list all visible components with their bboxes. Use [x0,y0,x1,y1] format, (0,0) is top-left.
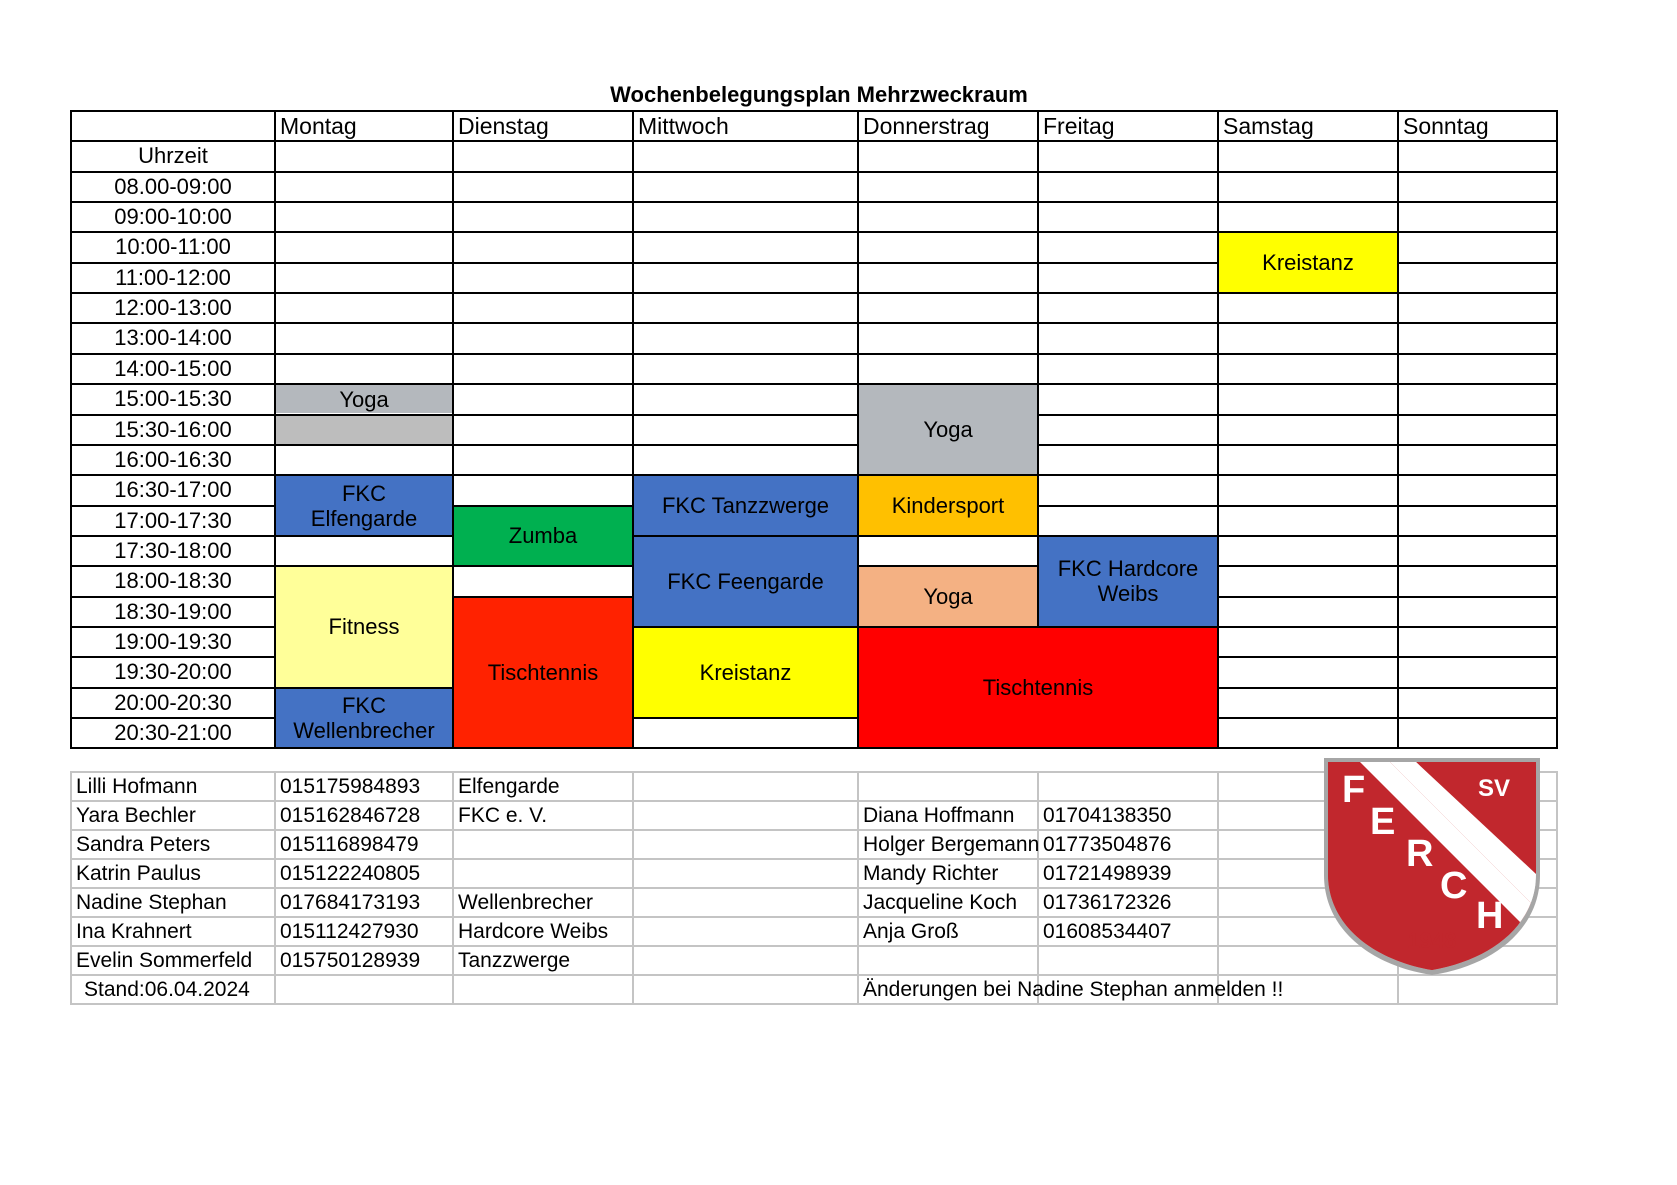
event-block: Zumba [454,507,632,566]
grid-row-line [71,292,1557,294]
time-slot-label: 18:00-18:30 [114,568,232,594]
logo-letter: E [1370,801,1396,843]
event-block: Kindersport [859,476,1037,535]
time-slot-label: 17:30-18:00 [114,537,232,563]
day-header: Samstag [1223,113,1314,139]
logo-year: 1948 [1407,928,1457,953]
contact-name: Yara Bechler [76,804,196,827]
event-block [276,416,452,444]
contact-name: Evelin Sommerfeld [76,949,253,972]
grid-col-line [1217,110,1219,749]
event-block: FKC Hardcore Weibs [1039,537,1217,626]
time-slot-label: 17:00-17:30 [114,507,232,533]
grid-row-line [71,444,1557,446]
logo-letter: R [1406,833,1434,875]
day-header: Mittwoch [638,113,729,139]
contact-name: Mandy Richter [863,862,999,885]
contact-phone: 01721498939 [1043,862,1172,885]
time-slot-label: 08.00-09:00 [114,173,232,199]
grid-row-line [71,110,1557,112]
contact-phone [1038,946,1218,975]
contact-group: Hardcore Weibs [458,920,609,943]
contact-name: Katrin Paulus [76,862,201,885]
event-block: FKC Tanzzwerge [634,476,857,535]
time-slot-label: 09:00-10:00 [114,204,232,230]
contact-name: Lilli Hofmann [76,775,198,798]
contact-extra [633,888,858,917]
contact-name [858,946,1038,975]
grid-col-line [1397,110,1399,749]
page-title: Wochenbelegungsplan Mehrzweckraum [610,82,1028,107]
contact-name: Jacqueline Koch [863,891,1018,914]
logo-letter: H [1476,895,1504,937]
grid-row-line [71,171,1557,173]
time-slot-label: 19:30-20:00 [114,659,232,685]
day-header: Sonntag [1403,113,1489,139]
contact-group [453,830,633,859]
time-slot-label: 10:00-11:00 [115,234,231,260]
event-block: Kreistanz [634,628,857,717]
contact-phone: 01736172326 [1043,891,1172,914]
contact-name: Nadine Stephan [76,891,227,914]
time-slot-label: 12:00-13:00 [114,295,232,321]
stand-date: Stand:06.04.2024 [84,978,250,1001]
contact-phone: 015162846728 [280,804,421,827]
time-slot-label: 15:00-15:30 [114,386,232,412]
club-logo [1320,754,1544,976]
time-slot-label: 18:30-19:00 [114,598,232,624]
contact-name: Diana Hoffmann [863,804,1015,827]
event-block: Kreistanz [1219,233,1397,292]
contact-extra [633,946,858,975]
time-column-header: Uhrzeit [138,143,208,169]
contact-extra [633,830,858,859]
contact-extra [633,917,858,946]
schedule-table [71,111,1557,746]
contact-name: Anja Groß [863,920,959,943]
change-note: Änderungen bei Nadine Stephan anmelden !! [863,978,1284,1001]
day-header: Donnerstrag [863,113,990,139]
logo-letter: F [1342,769,1366,811]
day-header: Freitag [1043,113,1115,139]
contact-group: Elfengarde [458,775,560,798]
contact-col-line [1556,771,1558,1005]
grid-row-line [71,322,1557,324]
event-block: Tischtennis [454,598,632,748]
event-block: Yoga [859,385,1037,474]
contact-phone: 01773504876 [1043,833,1172,856]
logo-letter: C [1440,865,1468,907]
contact-group: Tanzzwerge [458,949,571,972]
contact-phone: 01608534407 [1043,920,1172,943]
time-slot-label: 16:00-16:30 [114,446,232,472]
grid-col-line [1556,110,1558,749]
day-header: Dienstag [458,113,549,139]
event-block: Tischtennis [859,628,1217,747]
contact-name: Ina Krahnert [76,920,192,943]
contact-phone: 015116898479 [280,833,419,856]
event-block: Yoga [859,567,1037,626]
event-block: Fitness [276,567,452,686]
contact-extra [633,859,858,888]
grid-row-line [71,201,1557,203]
event-block: FKC Elfengarde [276,476,452,535]
contact-extra [633,801,858,830]
event-block: Yoga [276,385,452,413]
time-slot-label: 19:00-19:30 [114,628,232,654]
contact-phone [1038,772,1218,801]
contact-name: Holger Bergemann [863,833,1040,856]
time-slot-label: 11:00-12:00 [115,264,231,290]
contact-name [858,772,1038,801]
logo-sv: SV [1478,775,1511,802]
grid-col-line [70,110,72,749]
contact-phone: 01704138350 [1043,804,1172,827]
contact-phone: 015122240805 [280,862,421,885]
contact-phone: 017684173193 [280,891,421,914]
time-slot-label: 16:30-17:00 [114,477,232,503]
contact-phone: 015175984893 [280,775,421,798]
grid-row-line [71,353,1557,355]
contact-group: FKC e. V. [458,804,548,827]
event-block: FKC Feengarde [634,537,857,626]
event-block: FKC Wellenbrecher [276,689,452,748]
time-slot-label: 20:30-21:00 [114,720,232,745]
time-slot-label: 20:00-20:30 [114,689,232,715]
contact-extra [633,772,858,801]
time-slot-label: 13:00-14:00 [114,325,232,351]
time-slot-label: 14:00-15:00 [114,355,232,381]
contact-phone: 015112427930 [280,920,419,943]
contact-group: Wellenbrecher [458,891,594,914]
grid-row-line [71,140,1557,142]
time-slot-label: 15:30-16:00 [114,416,232,442]
contact-name: Sandra Peters [76,833,211,856]
day-header: Montag [280,113,357,139]
contact-phone: 015750128939 [280,949,421,972]
grid-row-line [71,747,1557,749]
contact-group [453,859,633,888]
